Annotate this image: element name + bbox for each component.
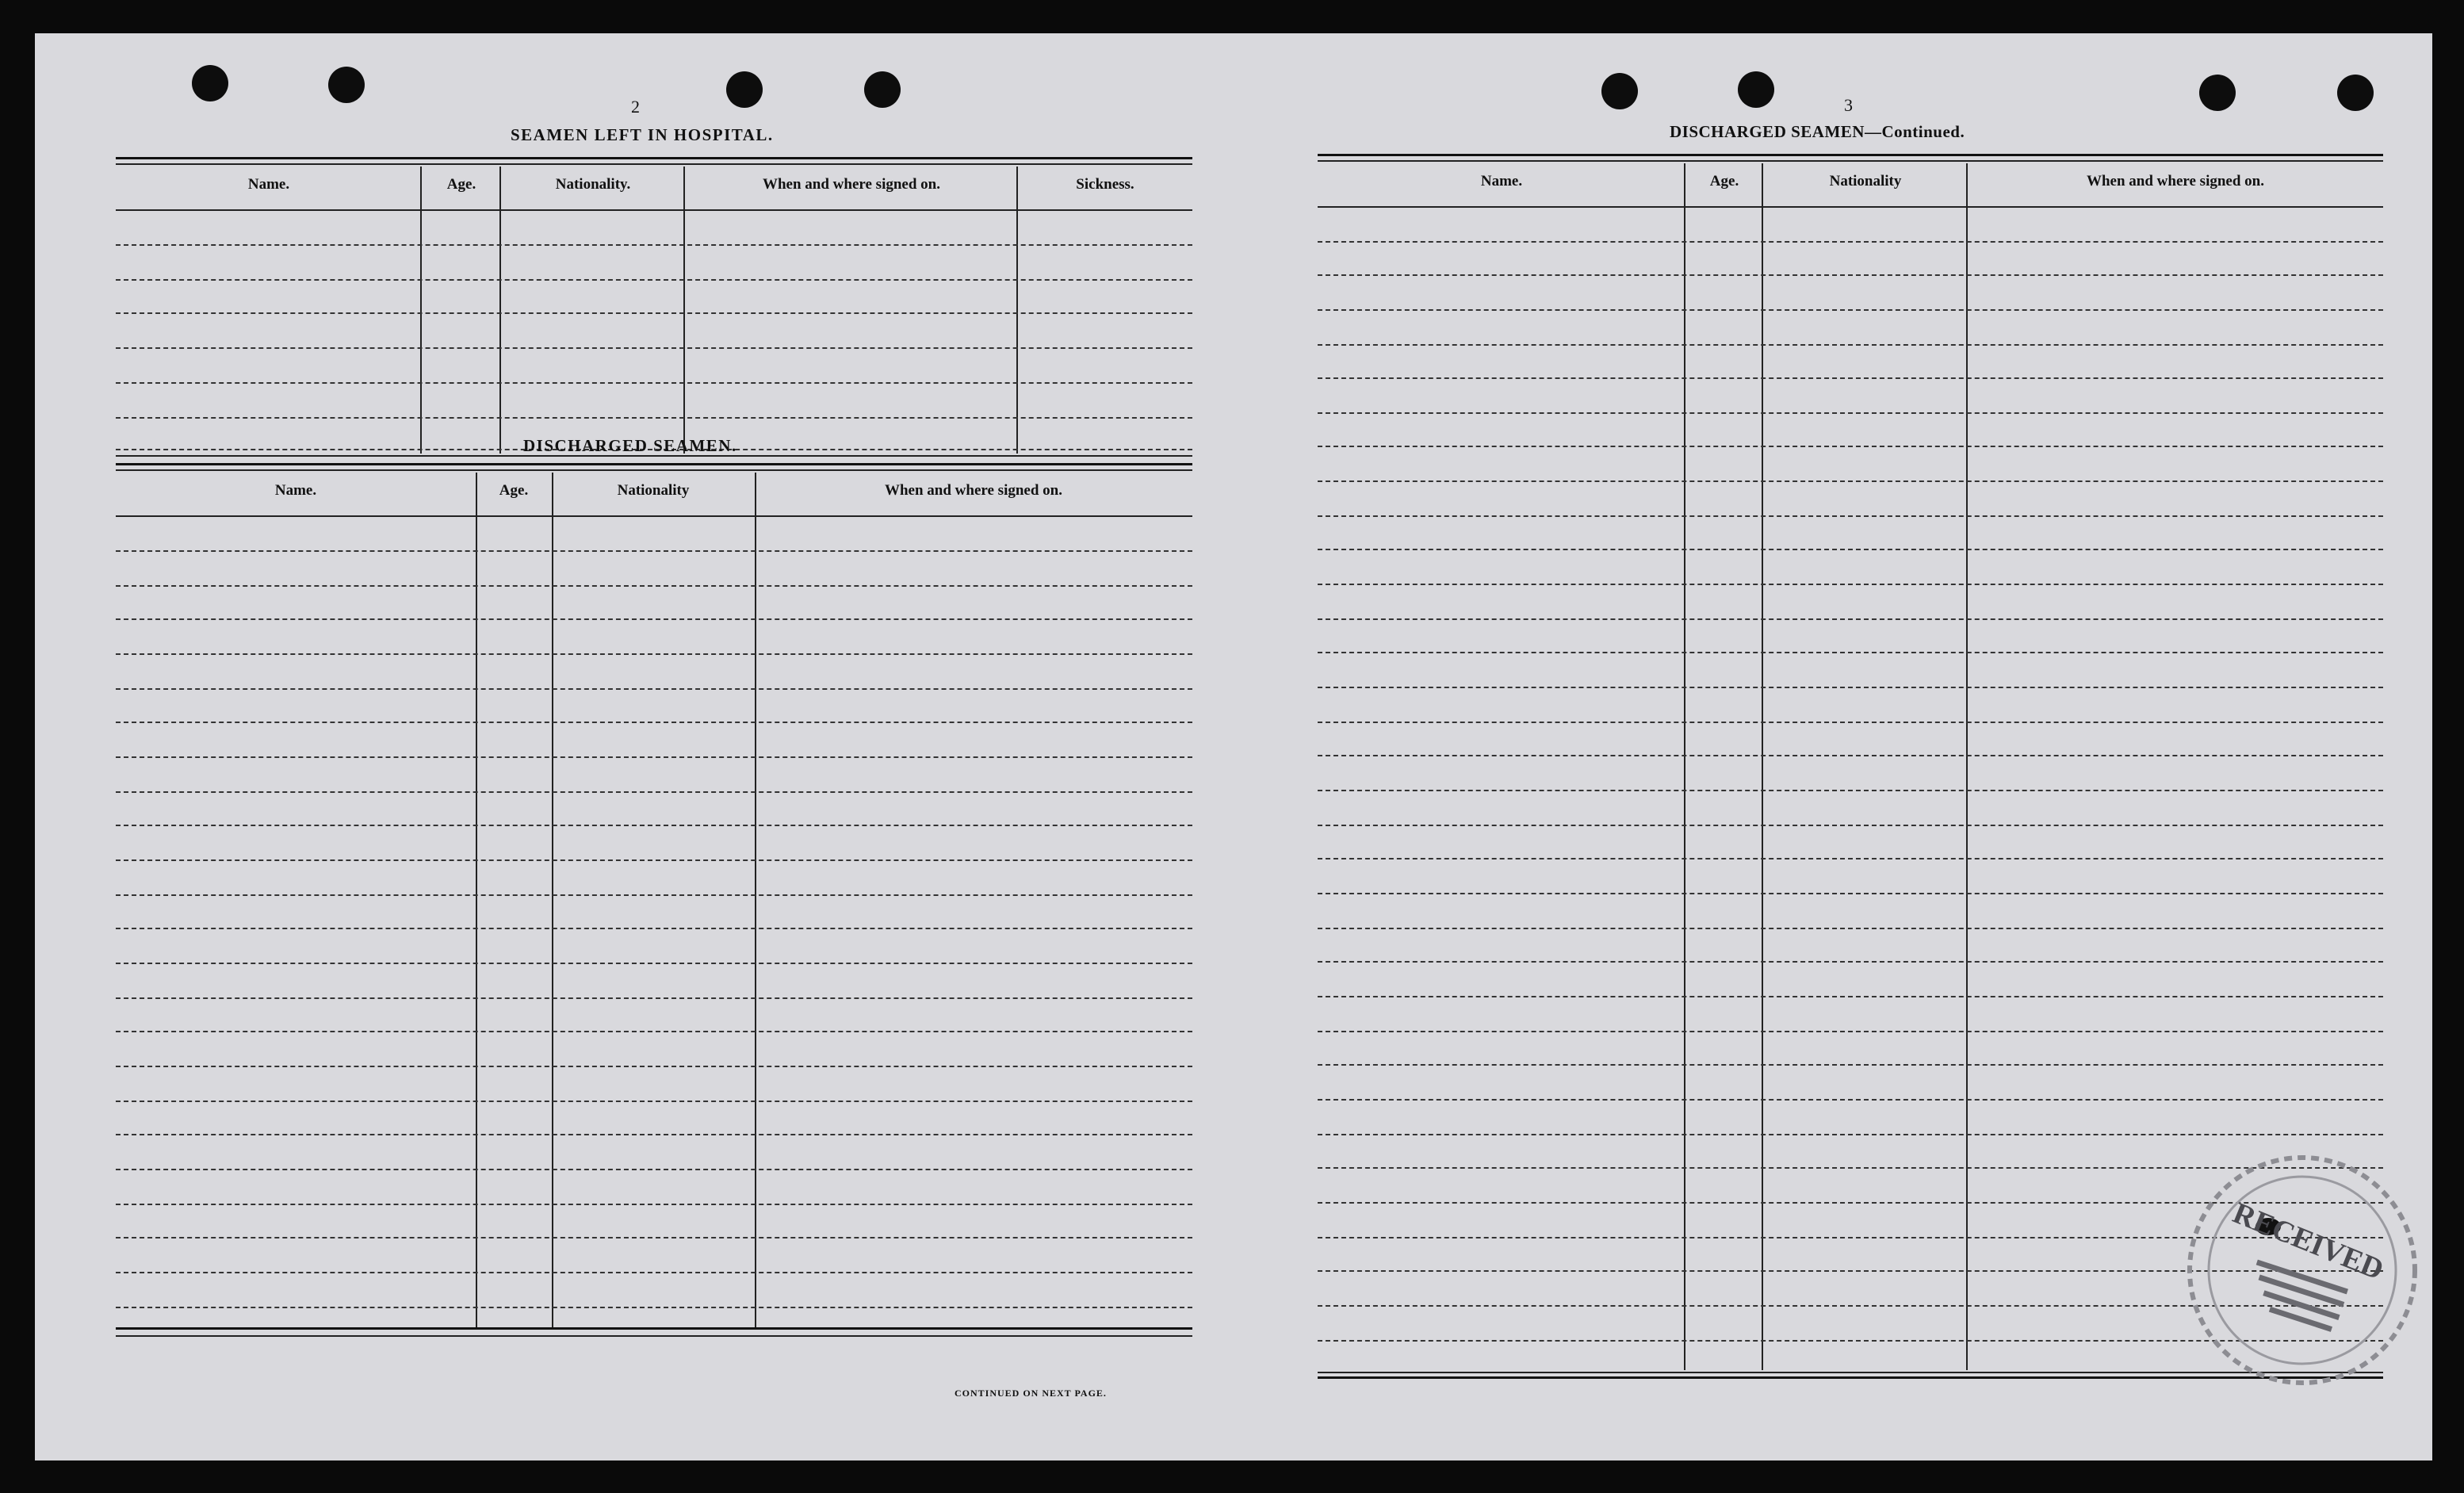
entry-line (1318, 1099, 2383, 1101)
entry-line (116, 928, 1192, 929)
entry-line (1318, 928, 2383, 929)
entry-line (116, 688, 1192, 690)
entry-line (1318, 858, 2383, 859)
entry-line (1318, 1031, 2383, 1032)
entry-line (116, 653, 1192, 655)
entry-line (1318, 722, 2383, 723)
punch-hole (864, 71, 901, 108)
entry-line (1318, 1134, 2383, 1135)
entry-line (116, 550, 1192, 552)
column-header-nationality: Nationality. (555, 176, 631, 193)
column-header-signed-on: When and where signed on. (762, 176, 940, 193)
punch-hole (726, 71, 763, 108)
entry-line (116, 756, 1192, 758)
entry-line (1318, 274, 2383, 276)
stamp-text: RECEIVED (2228, 1196, 2389, 1287)
entry-line (116, 382, 1192, 384)
left-page (35, 33, 1272, 1460)
entry-line (116, 618, 1192, 620)
entry-line (116, 963, 1192, 964)
column-header-nationality: Nationality (617, 482, 690, 499)
entry-line (1318, 1064, 2383, 1066)
discharged-section-title: DISCHARGED SEAMEN. (523, 436, 737, 455)
entry-line (116, 312, 1192, 314)
header-rule (1318, 154, 2383, 156)
column-header-rule (1318, 206, 2383, 208)
entry-line (1318, 309, 2383, 311)
entry-line (116, 417, 1192, 419)
entry-line (116, 1066, 1192, 1067)
entry-line (116, 1204, 1192, 1205)
column-header-rule (116, 209, 1192, 211)
discharged-continued-title: DISCHARGED SEAMEN—Continued. (1670, 122, 1965, 141)
column-header-sickness: Sickness. (1076, 176, 1134, 193)
column-divider (499, 167, 501, 454)
entry-line (1318, 584, 2383, 585)
page-number: 2 (631, 97, 640, 117)
entry-line (116, 997, 1192, 999)
document-sheet (35, 33, 2432, 1460)
entry-line (1318, 790, 2383, 791)
entry-line (1318, 755, 2383, 756)
bottom-rule (116, 1335, 1192, 1337)
column-divider (1016, 167, 1018, 454)
entry-line (116, 1169, 1192, 1170)
column-divider (755, 473, 756, 1327)
column-header-nationality: Nationality (1829, 173, 1902, 189)
received-stamp (2179, 1147, 2425, 1393)
entry-line (116, 347, 1192, 349)
bottom-rule (116, 1327, 1192, 1330)
punch-hole (2337, 75, 2374, 111)
punch-hole (328, 67, 365, 103)
entry-line (116, 1237, 1192, 1238)
header-rule (116, 469, 1192, 471)
right-page (1272, 33, 2432, 1460)
continued-footer: CONTINUED ON NEXT PAGE. (955, 1388, 1107, 1399)
entry-line (116, 279, 1192, 281)
entry-line (1318, 996, 2383, 997)
column-header-name: Name. (247, 176, 290, 193)
entry-line (116, 894, 1192, 896)
column-divider (420, 167, 422, 454)
column-header-age: Age. (1709, 173, 1739, 189)
punch-hole (2199, 75, 2236, 111)
entry-line (1318, 412, 2383, 414)
punch-hole (1601, 73, 1638, 109)
entry-line (116, 1101, 1192, 1102)
entry-line (116, 1031, 1192, 1032)
column-header-signed-on: When and where signed on. (884, 482, 1062, 499)
entry-line (116, 722, 1192, 723)
column-divider (476, 473, 477, 1327)
header-rule (116, 463, 1192, 465)
entry-line (1318, 549, 2383, 550)
entry-line (116, 791, 1192, 793)
entry-line (1318, 687, 2383, 688)
column-header-name: Name. (1480, 173, 1523, 189)
entry-line (1318, 652, 2383, 653)
column-header-age: Age. (446, 176, 476, 193)
header-rule (1318, 160, 2383, 162)
entry-line (116, 825, 1192, 826)
entry-line (116, 1272, 1192, 1273)
entry-line (1318, 618, 2383, 620)
header-rule (116, 157, 1192, 159)
entry-line (116, 585, 1192, 587)
column-divider (552, 473, 553, 1327)
hospital-section-title: SEAMEN LEFT IN HOSPITAL. (511, 125, 774, 144)
column-header-name: Name. (274, 482, 317, 499)
entry-line (116, 1307, 1192, 1308)
column-divider (683, 167, 685, 454)
entry-line (1318, 515, 2383, 517)
entry-line (1318, 241, 2383, 243)
entry-line (1318, 893, 2383, 894)
entry-line (116, 1134, 1192, 1135)
entry-line (1318, 446, 2383, 447)
entry-line (1318, 961, 2383, 963)
column-header-signed-on: When and where signed on. (2086, 173, 2264, 189)
column-header-rule (116, 515, 1192, 517)
entry-line (1318, 344, 2383, 346)
entry-line (1318, 377, 2383, 379)
entry-line (1318, 480, 2383, 482)
punch-hole (192, 65, 228, 101)
column-header-age: Age. (499, 482, 529, 499)
entry-line (116, 859, 1192, 861)
page-number: 3 (1844, 95, 1853, 115)
punch-hole (1738, 71, 1774, 108)
entry-line (116, 244, 1192, 246)
header-rule (116, 163, 1192, 165)
entry-line (1318, 825, 2383, 826)
